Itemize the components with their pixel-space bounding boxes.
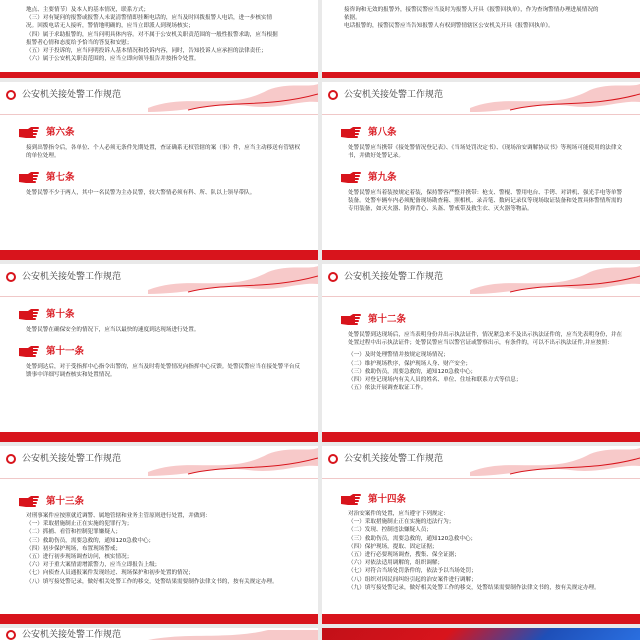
pointing-hand-icon [18,171,40,183]
article-item: （六）对于重大案情需增派警力，应当立即报告上级； [26,562,161,569]
red-wave-decoration-icon [148,628,318,640]
article-title: 第九条 [368,172,397,183]
article-item: （一）采取措施制止正在实施的违法行为； [348,519,455,526]
text-line: （四）属于求助报警的，应当问明具体内容。对不属于公安机关职责范围的一般性报警求助，应当根据 [26,31,278,38]
article-item: （一）采取措施制止正在实施的犯罪行为； [26,521,133,528]
slide-text [26,6,302,63]
slide-header [322,264,640,297]
pointing-hand-icon [340,171,362,183]
article-title: 第七条 [46,172,75,183]
slide-header-title: 公安机关接处警工作规范 [22,630,122,640]
article-intro: 处警民警到达现场后，应当表明身份并出示执法证件，情况紧急来不及出示执法证件的，应当先表明身份，并在处置过程中出示执法证件；处警民警应当以警官证或警察出示，有条件的，可以不出示执法证件,并应按照： [348,332,623,347]
article-text: 处警民警应当携带《接处警情况登记表》、《当场处罚决定书》、《现场治安调解协议书》等现场可能使用的法律文书，并做好处警记录。 [348,145,623,160]
red-wave-decoration-icon [148,82,318,114]
article-item: （五）进行必要现场调查，搜集、保全证据； [348,552,460,559]
slide-articles-6-7 [0,82,318,260]
text-line: （三）对有疑问的报警或报警人未说清警情即挂断电话的，应当及时回拨报警人电话，进一步核实情 [26,15,273,22]
slide-footer-bar [0,72,318,78]
slide-top-right [322,0,640,78]
slide-footer-bar [322,614,640,624]
slide-header [322,82,640,115]
text-line: 接咨询和无效的报警外，接警民警应当及时为报警人开具《报警回执单》，作为查询警情办理进展情况的 [344,7,599,13]
slide-article-12 [322,264,640,442]
article-item: （六）对依法适用调解的，组织调解； [348,560,444,567]
article-text: 处警民警在确保安全的情况下，应当以最快的速度到达现场进行处置。 [26,327,200,333]
article-text [26,512,302,586]
slide-article-13 [0,446,318,624]
article-item: （七）向侦查人员通报案件发现经过、现场保护和初步处置的情况； [26,570,194,577]
article-title: 第六条 [46,127,75,138]
slide-header-title: 公安机关接处警工作规范 [344,272,444,282]
article-item: （三）救助伤员，需要急救的，通知120急救中心； [348,368,477,375]
slide-articles-10-11 [0,264,318,442]
article-item: （四）保护现场，提取、固定证据； [348,543,438,550]
text-line: （六）属于公安机关职责范围的，应当立即向领导报告并按指令处置。 [26,56,200,63]
article-title: 第十四条 [368,494,407,505]
article-item: （七）对符合当场处罚条件的，依法予以当场处罚； [348,568,477,575]
article-intro: 对治安案件的处置，应当遵守下列规定： [348,511,449,517]
article-item: （八）填写接处警记录，做好相关处警工作的移交，处警结果需要制作法律文书的，按有关规定办理。 [26,578,278,585]
article-item: （四）对登记现场内有关人员的姓名、单位、住址和联系方式等信息； [348,377,522,384]
article-title: 第十一条 [46,346,85,357]
slide-bottom-right-cover [322,628,640,640]
red-wave-decoration-icon [148,264,318,296]
slide-footer-bar [0,614,318,624]
article-item: （二）抓捕、看管和控制犯罪嫌疑人； [26,529,122,536]
article-text: 处警民警应当着装按规定着装，保持警容严整并携带：枪支、警棍、警用电台、手铐、对讲机、强光手电等单警装备。处警车辆车内必须配备现场勘查箱、照相机、录音笔、数码记录仪等现场取证装备和处置具体警情所需的专用装备，如灭火器、防弹背心、头盔、警戒带及救生衣、灭火器等物品。 [348,190,623,213]
article-text [348,331,624,392]
pointing-hand-icon [18,495,40,507]
slide-footer-bar [0,250,318,260]
slide-header-title: 公安机关接处警工作规范 [22,454,122,464]
red-wave-decoration-icon [470,446,640,478]
article-intro: 对刑事案件应按照就近调警、属地管辖和业务主管原则进行处置，并做到： [26,513,211,519]
police-badge-icon [6,90,16,100]
police-badge-icon [6,272,16,282]
article-item: （三）救助伤员，需要急救的，通知120急救中心； [348,535,477,542]
pointing-hand-icon [340,126,362,138]
slide-header [0,446,318,479]
article-item: （八）组织对因民间纠纷引起的治安案件进行调解； [348,576,477,583]
article-item: （九）填写接处警记录，做好相关处警工作的移交，处警结果需要制作法律文书的，按有关规定办理。 [348,584,600,591]
article-item: （二）发现、控制违法嫌疑人员； [348,527,432,534]
red-wave-decoration-icon [470,82,640,114]
text-line: 地点、主要情节）及本人的基本情况，联系方式； [26,7,150,13]
red-wave-decoration-icon [470,264,640,296]
pointing-hand-icon [18,345,40,357]
article-title: 第八条 [368,127,397,138]
article-title: 第十二条 [368,314,407,325]
pointing-hand-icon [340,313,362,325]
article-text: 接到出警指令后，各单位、个人必须无条件先期处置，查证确系无权管辖的案（事）件，应当主动移送有管辖权的单位处理。 [26,145,301,160]
pointing-hand-icon [18,308,40,320]
slide-top-left [0,0,318,78]
article-item: （二）维护现场秩序，保护现场人身、财产安全； [348,360,472,367]
slide-header-title: 公安机关接处警工作规范 [344,454,444,464]
pointing-hand-icon [340,493,362,505]
pointing-hand-icon [18,126,40,138]
police-badge-icon [328,454,338,464]
article-item: （四）初步保护现场，布置现场警戒； [26,545,122,552]
police-badge-icon [6,630,16,640]
slide-article-14 [322,446,640,624]
slide-header [0,264,318,297]
slide-text [344,6,624,31]
slide-header-title: 公安机关接处警工作规范 [344,90,444,100]
article-title: 第十三条 [46,496,85,507]
article-text: 处警民警不少于两人，其中一名民警为主办民警，较大警情必须有科、所、队以上领导带队。 [26,190,256,196]
article-item: （一）及时处理警情并按规定现场情况； [348,352,449,359]
article-item: （五）依法开展调查取证工作。 [348,385,427,392]
slide-footer-bar [322,250,640,260]
red-wave-decoration-icon [148,446,318,478]
article-title: 第十条 [46,309,75,320]
slide-footer-bar [322,432,640,442]
slide-articles-8-9 [322,82,640,260]
slide-footer-bar [322,72,640,78]
police-badge-icon [328,90,338,100]
article-item: （五）进行初步现场调查访问，核实情况； [26,554,133,561]
article-item: （三）救助伤员，需要急救的，通知120急救中心； [26,537,155,544]
article-text [348,510,624,592]
slide-header [0,82,318,115]
slide-header [322,446,640,479]
text-line: （五）对于投诉的，应当问明投诉人基本情况和投诉内容，同时，告知投诉人应承担的法律责任； [26,48,267,55]
text-line: 报警者心情和态度给予恰当的答复和安慰； [26,39,133,46]
slide-bottom-left [0,628,318,640]
slide-header-title: 公安机关接处警工作规范 [22,272,122,282]
article-text: 处警到达后，对于受指挥中心指令出警的，应当及时将处警情况向指挥中心反馈。处警民警应当在接处警平台反馈事中详细写调查核实和处置情况。 [26,364,301,379]
text-line: 依据。 [344,15,361,22]
slide-header [0,628,318,640]
police-badge-icon [6,454,16,464]
text-line: 况。回拨电话无人接听，警情地明确的，应当立即派人到现场核实； [26,23,194,30]
slide-footer-bar [0,432,318,442]
slide-header-title: 公安机关接处警工作规范 [22,90,122,100]
police-badge-icon [328,272,338,282]
text-line: 电话报警的，接警民警应当告知报警人有权到警情辖区公安机关开具《报警回执单》。 [344,23,554,30]
